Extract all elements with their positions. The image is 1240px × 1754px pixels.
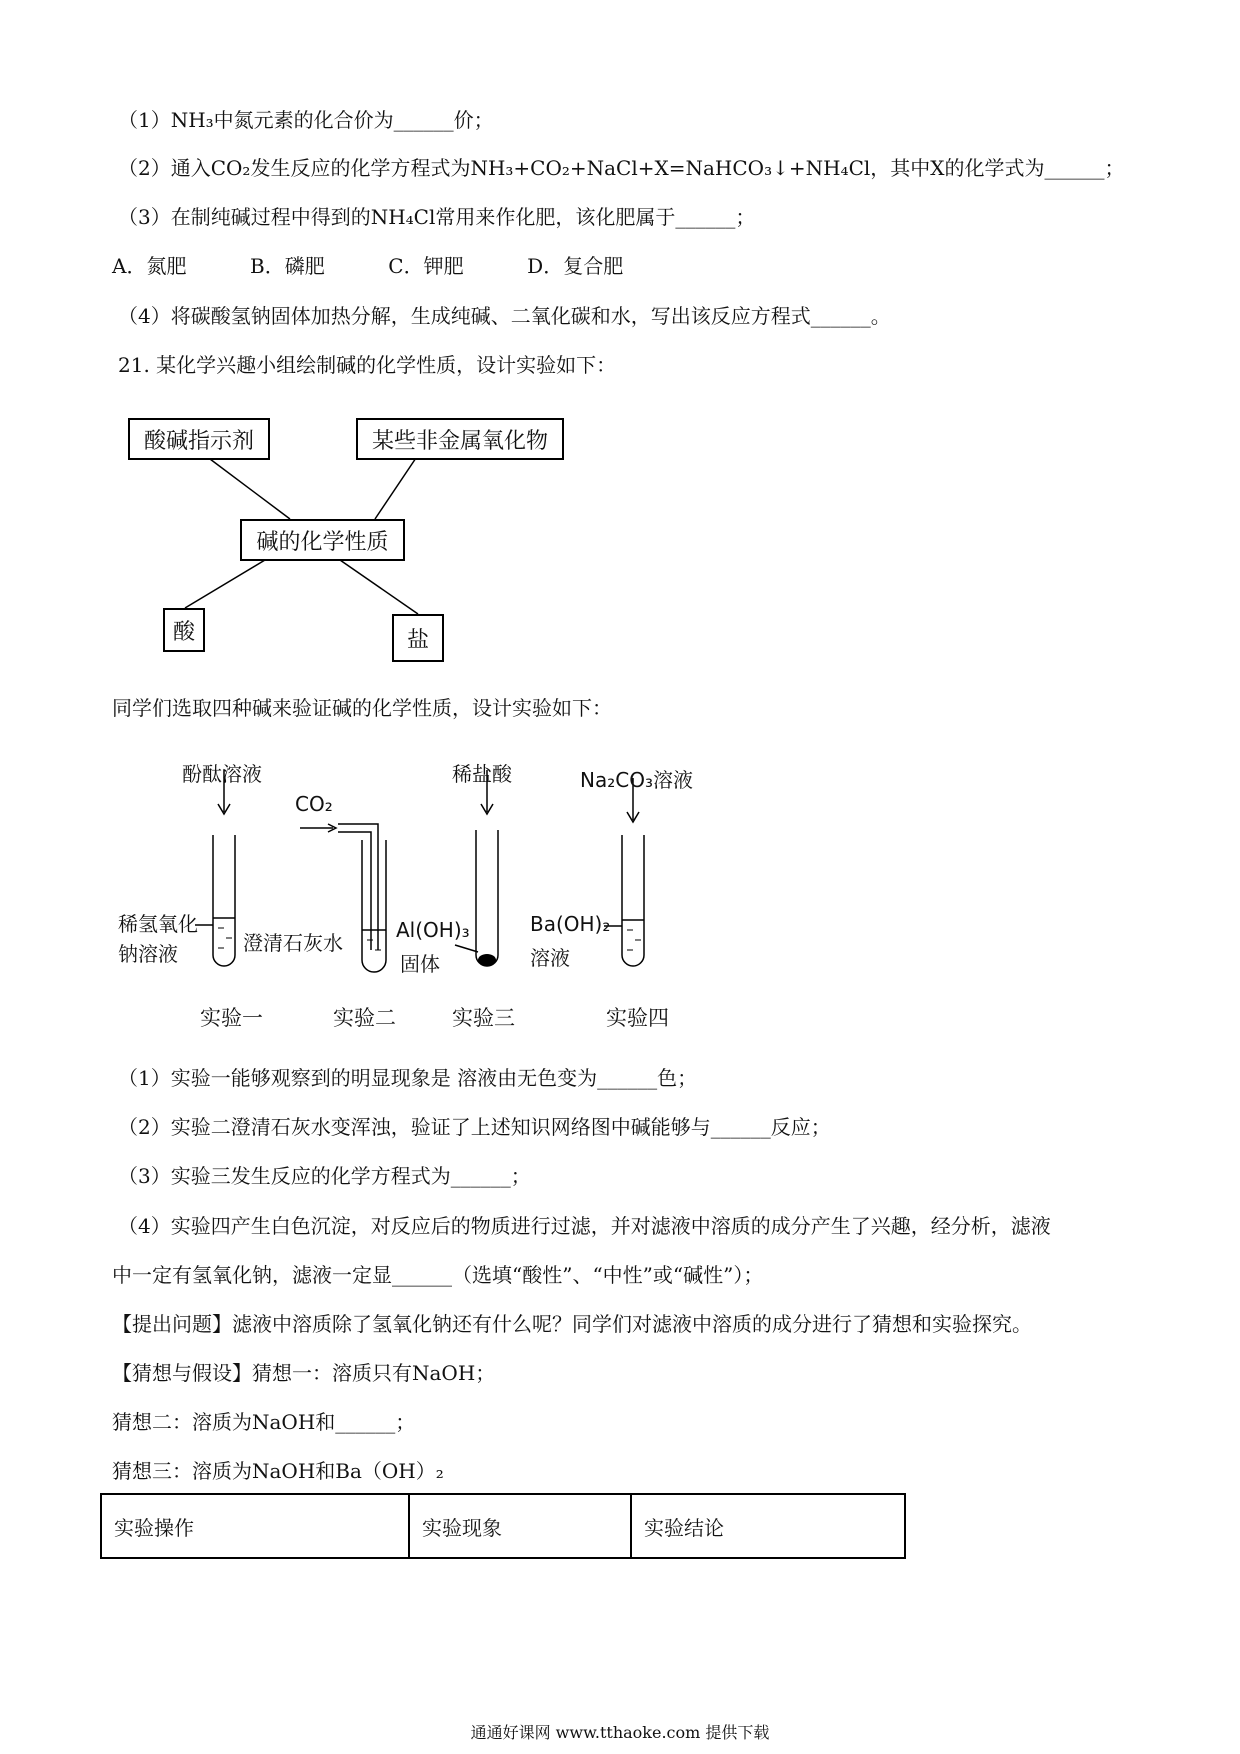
question-raised: 【提出问题】滤液中溶质除了氢氧化钠还有什么呢？同学们对滤液中溶质的成分进行了猜想和实验探究。: [112, 1312, 1032, 1336]
q20-options: A．氮肥 B．磷肥 C．钾肥 D．复合肥: [112, 254, 624, 278]
exp3-substance-label-2: 固体: [400, 952, 440, 976]
exp4-substance-label-1: Ba(OH)₂: [530, 912, 611, 936]
q21-part3: （3）实验三发生反应的化学方程式为______；: [118, 1164, 531, 1188]
q21-stem: 21. 某化学兴趣小组绘制碱的化学性质，设计实验如下：: [118, 353, 617, 377]
node-acid: 酸: [163, 608, 205, 652]
exp1-substance-label-2: 钠溶液: [118, 942, 178, 966]
hypothesis-2: 猜想二：溶质为NaOH和______；: [112, 1410, 416, 1434]
exp1-reagent-label: 酚酞溶液: [182, 762, 262, 786]
exp2-caption: 实验二: [333, 1006, 396, 1030]
experiment-table: [100, 1493, 906, 1559]
hypothesis-3: 猜想三：溶质为NaOH和Ba（OH）₂: [112, 1459, 444, 1483]
exp3-substance-label-1: Al(OH)₃: [396, 918, 470, 942]
node-nonmetal-oxide: 某些非金属氧化物: [356, 418, 564, 460]
q20-part1: （1）NH₃中氮元素的化合价为______价；: [118, 108, 494, 132]
exp4-substance-label-2: 溶液: [530, 946, 570, 970]
header-conclusion: 实验结论: [631, 1494, 905, 1558]
q21-part4-line2: 中一定有氢氧化钠，滤液一定显______（选填“酸性”、“中性”或“碱性”）；: [112, 1263, 764, 1287]
exp3-caption: 实验三: [452, 1006, 515, 1030]
exp3-reagent-label: 稀盐酸: [452, 762, 512, 786]
hypothesis-1: 【猜想与假设】猜想一：溶质只有NaOH；: [112, 1361, 496, 1385]
q21-part2: （2）实验二澄清石灰水变浑浊，验证了上述知识网络图中碱能够与______反应；: [118, 1115, 831, 1139]
q20-part2: （2）通入CO₂发生反应的化学方程式为NH₃+CO₂+NaCl+X=NaHCO₃↓+NH₄Cl，其中X的化学式为______；: [118, 156, 1125, 180]
header-phenomenon: 实验现象: [409, 1494, 631, 1558]
exp4-reagent-label: Na₂CO₃溶液: [580, 768, 693, 792]
exp1-substance-label-1: 稀氢氧化: [118, 912, 198, 936]
exp1-caption: 实验一: [200, 1006, 263, 1030]
node-salt: 盐: [392, 614, 444, 662]
experiment-intro: 同学们选取四种碱来验证碱的化学性质，设计实验如下：: [112, 696, 612, 720]
node-acid-base-indicator: 酸碱指示剂: [128, 418, 270, 460]
q20-part3: （3）在制纯碱过程中得到的NH₄Cl常用来作化肥，该化肥属于______；: [118, 205, 756, 229]
q20-part4: （4）将碳酸氢钠固体加热分解，生成纯碱、二氧化碳和水，写出该反应方程式______。: [118, 304, 891, 328]
header-operation: 实验操作: [101, 1494, 409, 1558]
exp4-caption: 实验四: [606, 1006, 669, 1030]
page-footer: 通通好课网 www.tthaoke.com 提供下载: [470, 1723, 770, 1742]
q21-part1: （1）实验一能够观察到的明显现象是 溶液由无色变为______色；: [118, 1066, 698, 1090]
table-header-row: [101, 1494, 905, 1558]
exp2-gas-label: CO₂: [295, 792, 333, 816]
node-base-chemical-properties: 碱的化学性质: [240, 519, 405, 561]
network-connector-lines: [0, 0, 1240, 700]
exp2-substance-label: 澄清石灰水: [243, 931, 343, 955]
q21-part4-line1: （4）实验四产生白色沉淀，对反应后的物质进行过滤，并对滤液中溶质的成分产生了兴趣，经分析，滤液: [118, 1214, 1051, 1238]
